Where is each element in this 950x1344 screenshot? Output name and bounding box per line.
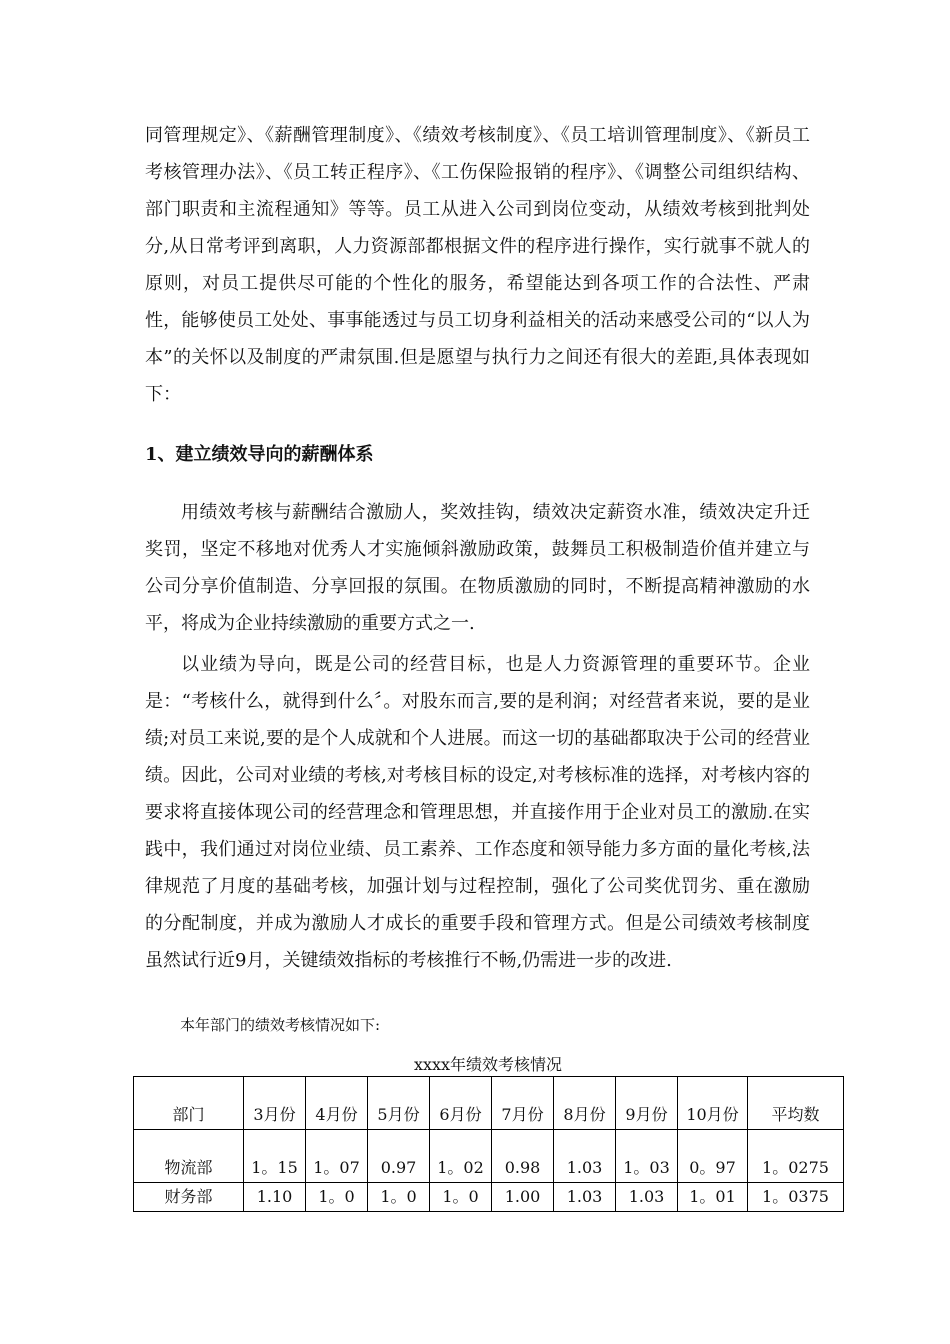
table-cell: 1.00 xyxy=(492,1183,554,1212)
table-cell: 1。03 xyxy=(616,1130,678,1183)
table-cell: 0。97 xyxy=(678,1130,748,1183)
table-cell: 1。0275 xyxy=(748,1130,844,1183)
table-cell: 1。0 xyxy=(368,1183,430,1212)
table-cell: 0.97 xyxy=(368,1130,430,1183)
table-cell: 1。0 xyxy=(430,1183,492,1212)
table-header-row xyxy=(134,1077,844,1130)
table-cell: 1.03 xyxy=(616,1183,678,1212)
header-cell: 10月份 xyxy=(678,1077,748,1130)
table-cell: 1.10 xyxy=(244,1183,306,1212)
header-cell: 平均数 xyxy=(748,1077,844,1130)
header-cell: 8月份 xyxy=(554,1077,616,1130)
table-title: xxxx年绩效考核情况 xyxy=(413,1055,563,1074)
performance-table xyxy=(133,1076,844,1212)
table-row xyxy=(134,1183,844,1212)
header-cell: 6月份 xyxy=(430,1077,492,1130)
header-cell: 3月份 xyxy=(244,1077,306,1130)
table-cell: 1.03 xyxy=(554,1183,616,1212)
table-cell: 1。01 xyxy=(678,1183,748,1212)
table-row xyxy=(134,1130,844,1183)
table-cell: 0.98 xyxy=(492,1130,554,1183)
paragraph-regulations: 同管理规定》、《薪酬管理制度》、《绩效考核制度》、《员工培训管理制度》、《新员工考核管理办法》、《员工转正程序》、《工伤保险报销的程序》、《调整公司组织结构、部门职责和主流程通知》等等。员工从进入公司到岗位变动，从绩效考核到批判处分,从日常考评到离职，人力资源部都根据文件的程序进行操作，实行就事不就人的原则，对员工提供尽可能的个性化的服务，希望能达到各项工作的合法性、严肃性，能够使员工处处、事事能透过与员工切身利益相关的活动来感受公司的“以人为本”的关怀以及制度的严肃氛围.但是愿望与执行力之间还有很大的差距,具体表现如下： xyxy=(145,125,810,405)
table-cell: 物流部 xyxy=(134,1130,244,1183)
header-cell: 5月份 xyxy=(368,1077,430,1130)
section-heading: 1、建立绩效导向的薪酬体系 xyxy=(145,444,374,465)
table-cell: 1。0 xyxy=(306,1183,368,1212)
table-cell: 1。07 xyxy=(306,1130,368,1183)
table-intro: 本年部门的绩效考核情况如下: xyxy=(180,1016,381,1034)
table-cell: 1。02 xyxy=(430,1130,492,1183)
header-cell: 7月份 xyxy=(492,1077,554,1130)
header-cell: 部门 xyxy=(134,1077,244,1130)
header-cell: 4月份 xyxy=(306,1077,368,1130)
table-cell: 1。0375 xyxy=(748,1183,844,1212)
table-cell: 1.03 xyxy=(554,1130,616,1183)
header-cell: 9月份 xyxy=(616,1077,678,1130)
table-cell: 财务部 xyxy=(134,1183,244,1212)
paragraph-performance-oriented: 以业绩为导向，既是公司的经营目标，也是人力资源管理的重要环节。企业是：“考核什么，就得到什么〞。对股东而言,要的是利润；对经营者来说，要的是业绩;对员工来说,要的是个人成就和个人进展。而这一切的基础都取决于公司的经营业绩。因此，公司对业绩的考核,对考核目标的设定,对考核标准的选择，对考核内容的要求将直接体现公司的经营理念和管理思想，并直接作用于企业对员工的激励.在实践中，我们通过对岗位业绩、员工素养、工作态度和领导能力多方面的量化考核,法律规范了月度的基础考核，加强计划与过程控制，强化了公司奖优罚劣、重在激励的分配制度，并成为激励人才成长的重要手段和管理方式。但是公司绩效考核制度虽然试行近9月，关键绩效指标的考核推行不畅,仍需进一步的改进. xyxy=(145,654,810,971)
paragraph-performance-pay: 用绩效考核与薪酬结合激励人，奖效挂钩，绩效决定薪资水准，绩效决定升迁奖罚，坚定不移地对优秀人才实施倾斜激励政策，鼓舞员工积极制造价值并建立与公司分享价值制造、分享回报的氛围。在物质激励的同时，不断提高精神激励的水平，将成为企业持续激励的重要方式之一. xyxy=(145,502,810,634)
table-cell: 1。15 xyxy=(244,1130,306,1183)
